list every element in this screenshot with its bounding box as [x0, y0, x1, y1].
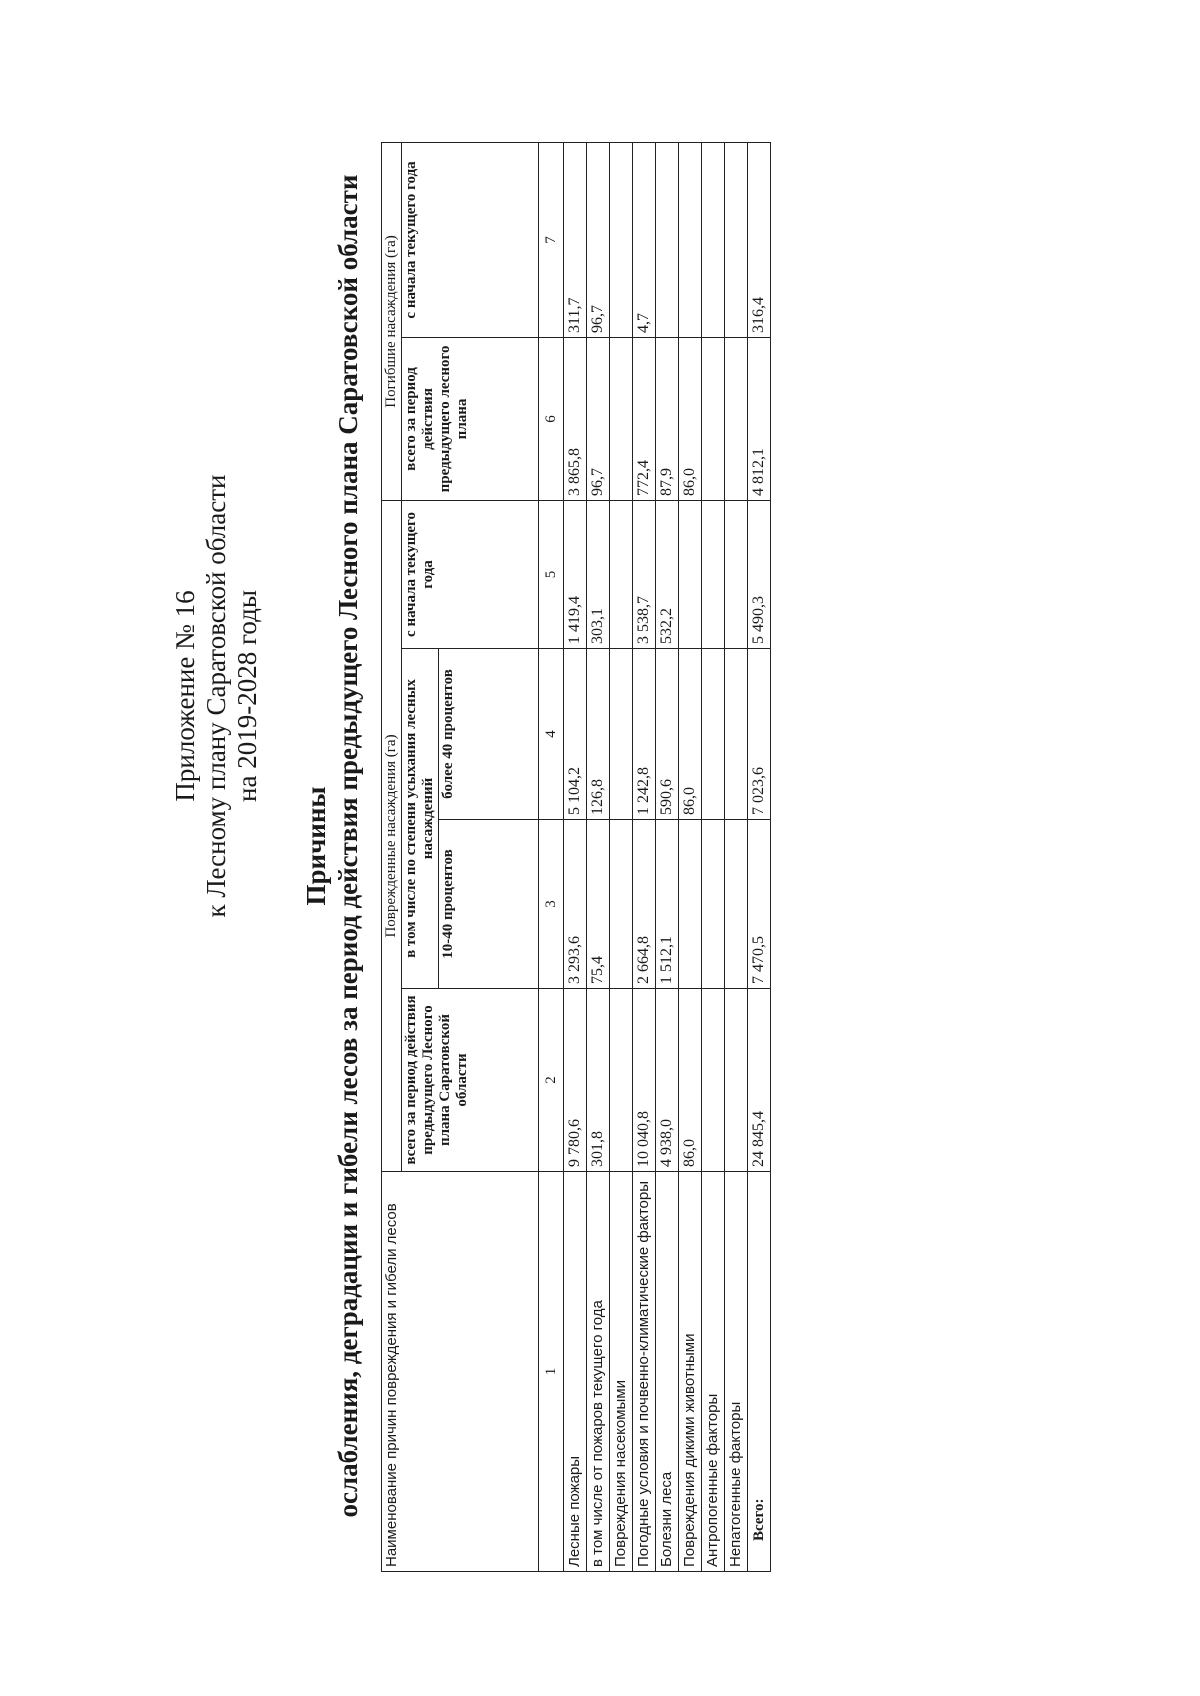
row-name: Лесные пожары: [564, 1172, 587, 1572]
col-40-plus-header: более 40 процентов: [439, 649, 539, 820]
cell-total-period: [725, 989, 748, 1172]
cell-10-40: [610, 820, 633, 989]
total-total-period: 24 845,4: [748, 989, 771, 1172]
column-index-row: [539, 142, 564, 1571]
cell-dead-total: 86,0: [679, 337, 702, 500]
cell-total-period: [610, 989, 633, 1172]
cell-10-40: 2 664,8: [633, 820, 656, 989]
col-dead-since-year-header: с начала текущего года: [402, 142, 539, 337]
cell-dead-total: [610, 337, 633, 500]
total-since-year: 5 490,3: [748, 500, 771, 648]
cell-total-period: 4 938,0: [656, 989, 679, 1172]
col-10-40-header: 10-40 процентов: [439, 820, 539, 989]
cell-10-40: 1 512,1: [656, 820, 679, 989]
cell-40-plus: [725, 649, 748, 820]
row-name: Непатогенные факторы: [725, 1172, 748, 1572]
total-label: Всего:: [748, 1172, 771, 1572]
cell-total-period: 301,8: [587, 989, 610, 1172]
cell-10-40: [679, 820, 702, 989]
row-name: Повреждения насекомыми: [610, 1172, 633, 1572]
col-total-period-header: всего за период действия предыдущего Лесного плана Саратовской области: [402, 989, 539, 1172]
cell-10-40: 75,4: [587, 820, 610, 989]
table-row: [564, 142, 587, 1571]
index-cell: 5: [539, 500, 564, 648]
cell-dead-total: 772,4: [633, 337, 656, 500]
cell-40-plus: 126,8: [587, 649, 610, 820]
appendix-period: на 2019-2028 годы: [232, 590, 262, 802]
cell-dead-since-year: 4,7: [633, 142, 656, 337]
cell-40-plus: 1 242,8: [633, 649, 656, 820]
table-row: [656, 142, 679, 1571]
table-row: [633, 142, 656, 1571]
cell-dead-since-year: [725, 142, 748, 337]
index-cell: 4: [539, 649, 564, 820]
cell-10-40: [702, 820, 725, 989]
index-cell: 7: [539, 142, 564, 337]
cell-40-plus: 86,0: [679, 649, 702, 820]
row-name: в том числе от пожаров текущего года: [587, 1172, 610, 1572]
cell-40-plus: 5 104,2: [564, 649, 587, 820]
dead-group-header: Погибшие насаждения (га): [382, 142, 402, 500]
document-heading: [300, 136, 364, 1556]
cell-dead-since-year: [679, 142, 702, 337]
cell-dead-since-year: 96,7: [587, 142, 610, 337]
index-cell: 1: [539, 1172, 564, 1572]
cell-dead-since-year: [610, 142, 633, 337]
total-40-plus: 7 023,6: [748, 649, 771, 820]
table-row: [587, 142, 610, 1571]
heading-subtitle: ослабления, деградации и гибели лесов за период действия предыдущего Лесного плана Саратовской области: [333, 174, 363, 1518]
cell-total-period: [702, 989, 725, 1172]
row-name: Повреждения дикими животными: [679, 1172, 702, 1572]
table-row: [725, 142, 748, 1571]
causes-table: [381, 142, 771, 1572]
cell-since-year: 303,1: [587, 500, 610, 648]
appendix-number: Приложение № 16: [170, 590, 200, 802]
cell-dead-since-year: [702, 142, 725, 337]
col-since-year-header: с начала текущего года: [402, 500, 539, 648]
row-name: Антропогенные факторы: [702, 1172, 725, 1572]
cell-10-40: [725, 820, 748, 989]
cell-dead-total: [725, 337, 748, 500]
index-cell: 2: [539, 989, 564, 1172]
cell-dead-total: 3 865,8: [564, 337, 587, 500]
cell-since-year: 532,2: [656, 500, 679, 648]
cell-since-year: 1 419,4: [564, 500, 587, 648]
cell-dead-total: 96,7: [587, 337, 610, 500]
by-degree-header: в том числе по степени усыхания лесных насаждений: [402, 649, 439, 989]
total-row: [748, 142, 771, 1571]
cell-dead-since-year: 311,7: [564, 142, 587, 337]
cell-since-year: [702, 500, 725, 648]
cell-since-year: [725, 500, 748, 648]
index-cell: 3: [539, 820, 564, 989]
header-row-1: [382, 142, 402, 1571]
table-row: [679, 142, 702, 1571]
damaged-group-header: Поврежденные насаждения (га): [382, 500, 402, 1171]
table-row: [610, 142, 633, 1571]
cell-total-period: 9 780,6: [564, 989, 587, 1172]
cell-dead-total: 87,9: [656, 337, 679, 500]
row-name: Болезни леса: [656, 1172, 679, 1572]
cell-40-plus: 590,6: [656, 649, 679, 820]
cell-40-plus: [610, 649, 633, 820]
appendix-plan-reference: к Лесному плану Саратовской области: [201, 474, 231, 918]
cell-since-year: [679, 500, 702, 648]
cell-40-plus: [702, 649, 725, 820]
cell-since-year: 3 538,7: [633, 500, 656, 648]
total-10-40: 7 470,5: [748, 820, 771, 989]
total-dead-since-year: 316,4: [748, 142, 771, 337]
cell-10-40: 3 293,6: [564, 820, 587, 989]
cell-since-year: [610, 500, 633, 648]
cell-total-period: 86,0: [679, 989, 702, 1172]
col-dead-total-header: всего за период действия предыдущего лесного плана: [402, 337, 539, 500]
cell-total-period: 10 040,8: [633, 989, 656, 1172]
total-dead-total: 4 812,1: [748, 337, 771, 500]
col-cause-header: Наименование причин повреждения и гибели лесов: [382, 1172, 539, 1572]
cell-dead-since-year: [656, 142, 679, 337]
row-name: Погодные условия и почвенно-климатические факторы: [633, 1172, 656, 1572]
table-row: [702, 142, 725, 1571]
appendix-caption: [170, 396, 263, 996]
index-cell: 6: [539, 337, 564, 500]
heading-title: Причины: [301, 786, 331, 906]
cell-dead-total: [702, 337, 725, 500]
